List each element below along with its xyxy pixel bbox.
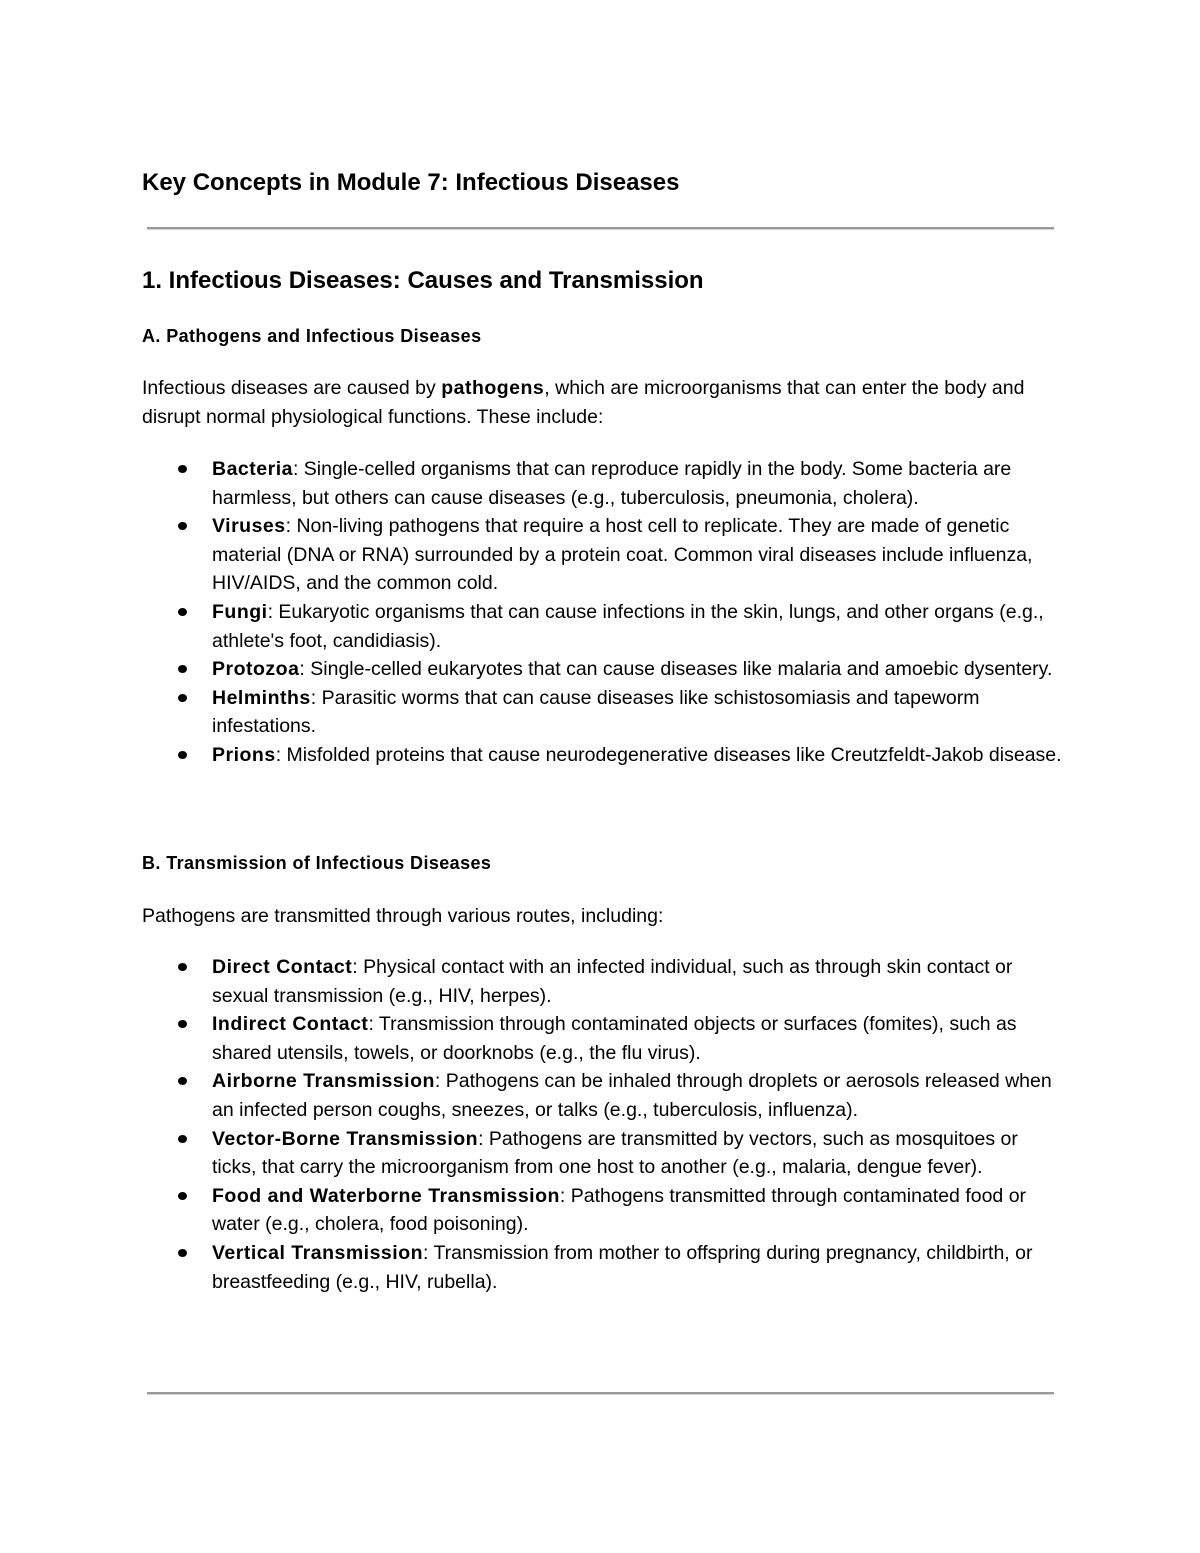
subsection-a-heading: A. Pathogens and Infectious Diseases (142, 326, 482, 346)
bullet-icon (178, 665, 187, 673)
list-item-term: Bacteria (212, 458, 293, 480)
section-title: 1. Infectious Diseases: Causes and Transmission (142, 267, 704, 294)
bullet-icon (178, 465, 187, 473)
list-item-term: Vertical Transmission (212, 1241, 424, 1264)
bullet-icon (178, 522, 187, 530)
list-item (212, 598, 1062, 655)
bullet-icon (178, 694, 187, 702)
subsection-a-intro (142, 374, 1042, 431)
list-item-text: : Pathogens are transmitted by vectors, such as mosquitoes or ticks, that carry the microorganism from one host to another (e.g., malaria, dengue fever). (212, 1127, 1018, 1179)
list-item-text: : Transmission from mother to offspring during pregnancy, childbirth, or breastfeeding (e.g., HIV, rubella). (212, 1241, 1033, 1293)
list-item-term: Direct Contact (212, 956, 353, 978)
subsection-b-heading: B. Transmission of Infectious Diseases (142, 853, 492, 873)
intro-text-end: , which are microorganisms that can enter the body and disrupt normal physiological functions. These include: (142, 377, 1025, 428)
subsection-b-intro: Pathogens are transmitted through various routes, including: (142, 905, 664, 927)
intro-text-start: Infectious diseases are caused by (142, 377, 442, 399)
list-item (212, 1125, 1062, 1182)
bullet-icon (178, 1020, 187, 1028)
list-item-term: Indirect Contact (212, 1013, 369, 1036)
pathogen-list (212, 455, 1062, 770)
bullet-icon (178, 751, 187, 759)
bullet-icon (178, 1249, 187, 1257)
list-item-term: Fungi (212, 600, 268, 623)
bullet-icon (178, 1077, 187, 1085)
list-item-text: : Pathogens can be inhaled through droplets or aerosols released when an infected person coughs, sneezes, or talks (e.g., tuberculosis, influenza). (212, 1070, 1052, 1121)
list-item-term: Protozoa (212, 658, 300, 681)
list-item-text: : Parasitic worms that can cause diseases like schistosomiasis and tapeworm infestations. (212, 686, 980, 738)
bullet-icon (178, 608, 187, 616)
list-item (212, 512, 1062, 598)
intro-bold-term: pathogens (441, 377, 545, 399)
list-item (212, 953, 1062, 1010)
transmission-list (212, 953, 1062, 1296)
list-item (212, 655, 1062, 684)
list-item (212, 741, 1062, 770)
list-item (212, 1182, 1062, 1239)
bottom-divider (147, 1392, 1054, 1395)
list-item-term: Helminths (212, 686, 311, 709)
bullet-icon (178, 1135, 187, 1143)
list-item (212, 1067, 1062, 1124)
list-item-term: Food and Waterborne Transmission (212, 1184, 560, 1207)
list-item-text: : Misfolded proteins that cause neurodegenerative diseases like Creutzfeldt-Jakob disease. (275, 743, 1062, 766)
list-item-text: : Physical contact with an infected individual, such as through skin contact or sexual transmission (e.g., HIV, herpes). (212, 956, 1013, 1007)
list-item-text: : Eukaryotic organisms that can cause infections in the skin, lungs, and other organs (e.g., athlete's foot, candidiasis). (212, 600, 1044, 652)
list-item (212, 455, 1062, 512)
list-item-text: : Single-celled eukaryotes that can cause diseases like malaria and amoebic dysentery. (299, 658, 1053, 681)
list-item-term: Prions (212, 743, 276, 766)
list-item-text: : Non-living pathogens that require a host cell to replicate. They are made of genetic material (DNA or RNA) surrounded by a protein coat. Common viral diseases include influenza, HIV/AIDS, and the common cold. (212, 515, 1033, 595)
bullet-icon (178, 963, 187, 971)
bullet-icon (178, 1192, 187, 1200)
list-item-term: Viruses (212, 515, 286, 538)
list-item-text: : Single-celled organisms that can reproduce rapidly in the body. Some bacteria are harmless, but others can cause diseases (e.g., tuberculosis, pneumonia, cholera). (212, 458, 1012, 509)
list-item-text: : Pathogens transmitted through contaminated food or water (e.g., cholera, food poisoning). (212, 1184, 1027, 1236)
list-item (212, 1239, 1062, 1296)
list-item-text: : Transmission through contaminated objects or surfaces (fomites), such as shared utensils, towels, or doorknobs (e.g., the flu virus). (212, 1013, 1017, 1064)
document-title: Key Concepts in Module 7: Infectious Diseases (142, 169, 680, 196)
list-item-term: Airborne Transmission (212, 1070, 435, 1093)
list-item-term: Vector-Borne Transmission (212, 1127, 479, 1150)
list-item (212, 1010, 1062, 1067)
list-item (212, 684, 1062, 741)
top-divider (147, 227, 1054, 230)
